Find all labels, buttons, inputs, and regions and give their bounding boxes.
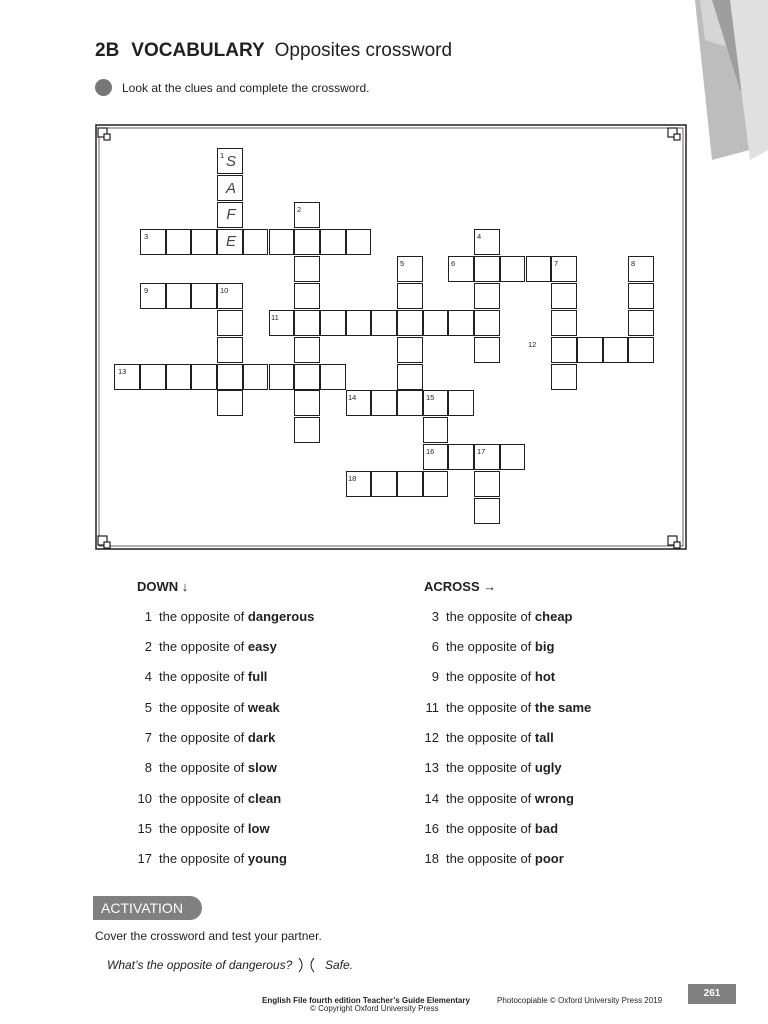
clue-across: 18 the opposite of poor: [424, 851, 564, 866]
crossword-cell: [191, 283, 217, 309]
down-heading: DOWN ↓: [137, 579, 189, 594]
clue-down: 7 the opposite of dark: [144, 730, 276, 745]
crossword-cell: [474, 256, 500, 282]
clue-down: 8 the opposite of slow: [144, 760, 277, 775]
crossword-cell: [294, 283, 320, 309]
crossword-cell: [551, 283, 577, 309]
crossword-cell: [294, 229, 320, 255]
clue-across: 3 the opposite of cheap: [431, 609, 573, 624]
crossword-cell: [140, 364, 166, 390]
clue-across: 9 the opposite of hot: [431, 669, 556, 684]
crossword-cell: [423, 471, 449, 497]
clue-across: 16 the opposite of bad: [424, 821, 559, 836]
footer-copyright: © Copyright Oxford University Press: [310, 1004, 439, 1013]
clue-down: 10 the opposite of clean: [137, 791, 282, 806]
crossword-cell: [371, 390, 397, 416]
crossword-cell: [474, 310, 500, 336]
unit-code: 2B: [95, 40, 120, 61]
crossword-cell: [577, 337, 603, 363]
crossword-cell: [269, 364, 295, 390]
footer-book-title: English File fourth edition Teacher’s Guide Elementary: [262, 996, 470, 1005]
crossword-cell: [628, 310, 654, 336]
speech-divider-icon: [296, 957, 322, 973]
clue-number: 2: [297, 205, 302, 214]
crossword-cell: [448, 310, 474, 336]
crossword-cell: [397, 310, 423, 336]
activation-label: ACTIVATION: [93, 896, 202, 920]
clue-down: 4 the opposite of full: [144, 669, 268, 684]
crossword-cell: [603, 337, 629, 363]
clue-down: 1 the opposite of dangerous: [144, 609, 315, 624]
clue-number: 9: [144, 286, 149, 295]
crossword-cell: [191, 364, 217, 390]
clue-across: 11 the opposite of the same: [425, 700, 592, 715]
clue-number: 18: [348, 474, 357, 483]
clue-across: 13 the opposite of ugly: [424, 760, 562, 775]
crossword-cell: [217, 337, 243, 363]
activation-instruction: Cover the crossword and test your partner.: [95, 929, 322, 943]
clue-number: 13: [118, 367, 127, 376]
crossword-cell: [217, 310, 243, 336]
crossword-cell: [397, 471, 423, 497]
clue-number: 6: [451, 259, 456, 268]
crossword-cell: [526, 256, 552, 282]
crossword-cell: [346, 229, 372, 255]
example-answer: Safe.: [324, 958, 353, 972]
crossword-cell: [397, 364, 423, 390]
crossword-cell: [191, 229, 217, 255]
crossword-cell: [474, 471, 500, 497]
clue-number: 10: [220, 286, 229, 295]
crossword-cell: [551, 310, 577, 336]
crossword-cell: [269, 229, 295, 255]
clue-across: 6 the opposite of big: [431, 639, 555, 654]
crossword-cell: [166, 283, 192, 309]
crossword-cell: [294, 390, 320, 416]
answer-letter: A: [225, 180, 236, 197]
crossword-cell: [217, 390, 243, 416]
crossword-cell: [474, 337, 500, 363]
instruction-text: Look at the clues and complete the crossword.: [122, 80, 370, 95]
clue-number: 1: [220, 151, 225, 160]
clue-down: 15 the opposite of low: [137, 821, 270, 836]
crossword-cell: [294, 256, 320, 282]
clue-number: 14: [348, 393, 357, 402]
crossword-cell: [371, 471, 397, 497]
crossword-cell: [294, 337, 320, 363]
example-question: What’s the opposite of dangerous?: [107, 958, 293, 972]
crossword-cell: [423, 417, 449, 443]
clue-number: 11: [271, 313, 279, 322]
clue-down: 17 the opposite of young: [137, 851, 287, 866]
crossword-cell: [551, 364, 577, 390]
clue-number: 5: [400, 259, 405, 268]
crossword-cell: [448, 390, 474, 416]
clue-number: 16: [426, 447, 435, 456]
crossword-cell: [320, 310, 346, 336]
answer-letter: F: [226, 206, 236, 223]
crossword-cell: [217, 364, 243, 390]
crossword-cell: [628, 337, 654, 363]
crossword-cell: [628, 283, 654, 309]
page-number: 261: [688, 984, 736, 1004]
footer-photocopiable: Photocopiable © Oxford University Press 2019: [497, 996, 663, 1005]
crossword-cell: [474, 283, 500, 309]
crossword-cell: [423, 310, 449, 336]
crossword-cell: [294, 310, 320, 336]
crossword-cell: [397, 390, 423, 416]
example-dialogue: [107, 957, 353, 973]
crossword-cell: [346, 310, 372, 336]
clue-down: 5 the opposite of weak: [144, 700, 280, 715]
crossword-cell: [294, 417, 320, 443]
clue-number: 15: [426, 393, 435, 402]
crossword-cell: [500, 444, 526, 470]
crossword-cell: [243, 364, 269, 390]
clue-number: 3: [144, 232, 149, 241]
clue-number: 17: [477, 447, 486, 456]
answer-letter: E: [225, 233, 236, 250]
clue-number: 7: [554, 259, 559, 268]
crossword-cell: [474, 498, 500, 524]
clue-number: 8: [631, 259, 636, 268]
crossword-cell: [166, 229, 192, 255]
title-text: Opposites crossword: [274, 40, 453, 61]
crossword-cell: [397, 283, 423, 309]
answer-letter: S: [225, 153, 236, 170]
clue-number: 12: [528, 340, 537, 349]
crossword-cell: [448, 444, 474, 470]
clue-across: 14 the opposite of wrong: [424, 791, 574, 806]
section-label: VOCABULARY: [131, 40, 265, 61]
crossword-cell: [243, 229, 269, 255]
crossword-cell: [551, 337, 577, 363]
clue-across: 12 the opposite of tall: [424, 730, 554, 745]
crossword-cell: [320, 364, 346, 390]
crossword-cell: [397, 337, 423, 363]
clue-down: 2 the opposite of easy: [144, 639, 277, 654]
clue-number: 4: [477, 232, 482, 241]
crossword-cell: [500, 256, 526, 282]
crossword-cell: [371, 310, 397, 336]
across-heading: ACROSS →: [424, 579, 497, 594]
crossword-cell: [320, 229, 346, 255]
crossword-cell: [166, 364, 192, 390]
crossword-cell: [294, 364, 320, 390]
